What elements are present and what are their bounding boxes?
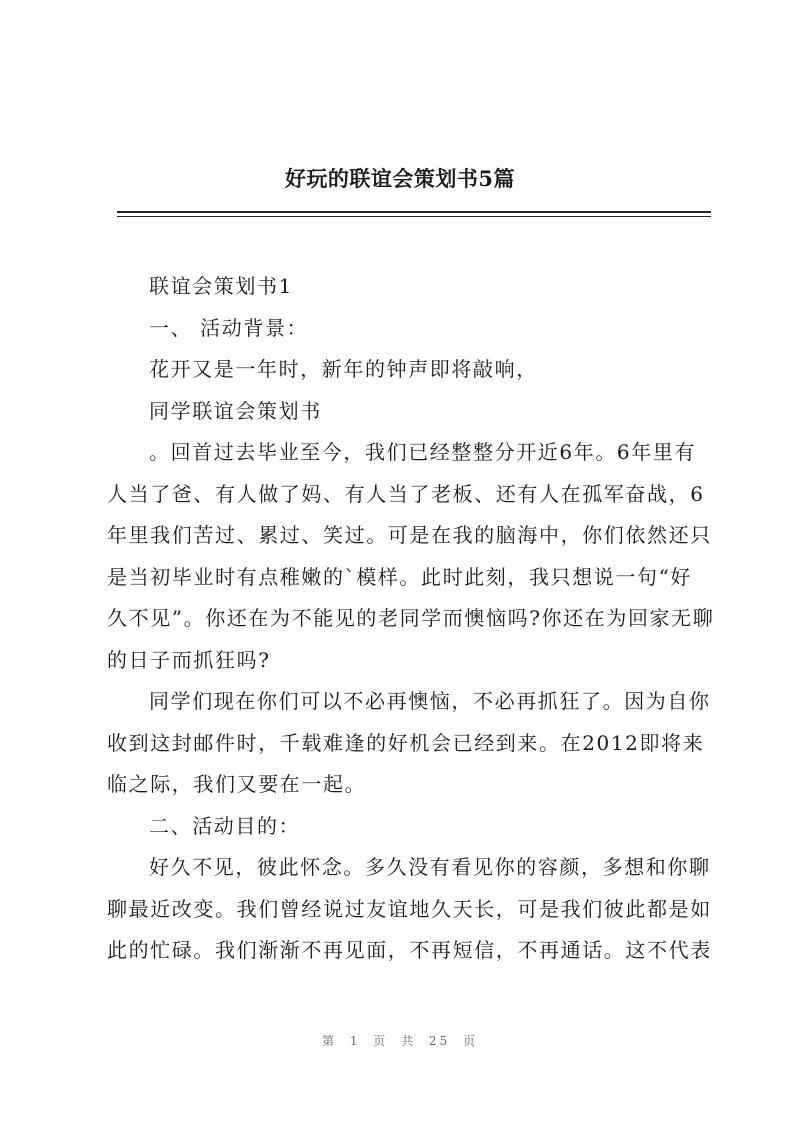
paragraph-line: 聊最近改变。我们曾经说过友谊地久天长，可是我们彼此都是如	[107, 896, 712, 921]
paragraph-line: 是当初毕业时有点稚嫩的`模样。此时此刻，我只想说一句“好	[107, 564, 693, 589]
page-footer: 第 1 页 共 25 页	[322, 1034, 478, 1048]
subsection-heading: 二、活动目的：	[149, 813, 301, 838]
title-divider-thin	[117, 216, 711, 217]
paragraph-line: 花开又是一年时，新年的钟声即将敲响，	[149, 357, 538, 381]
paragraph-line: 人当了爸、有人做了妈、有人当了老板、还有人在孤军奋战，6	[107, 481, 705, 506]
paragraph-line: 此的忙碌。我们渐渐不再见面，不再短信，不再通话。这不代表	[107, 938, 712, 962]
subsection-heading: 一、 活动背景：	[149, 315, 309, 340]
section-heading: 联谊会策划书1	[149, 274, 293, 298]
paragraph-line: 同学们现在你们可以不必再懊恼，不必再抓狂了。因为自你	[149, 689, 711, 713]
paragraph-line: 收到这封邮件时，千载难逢的好机会已经到来。在2012即将来	[107, 730, 705, 755]
paragraph-line: 久不见”。你还在为不能见的老同学而懊恼吗?你还在为回家无聊	[107, 606, 715, 630]
paragraph-line: 。回首过去毕业至今，我们已经整整分开近6年。6年里有	[149, 440, 697, 464]
paragraph-line: 好久不见，彼此怀念。多久没有看见你的容颜，多想和你聊	[149, 855, 711, 879]
paragraph-line: 同学联谊会策划书	[149, 398, 322, 423]
paragraph-line: 的日子而抓狂吗?	[107, 647, 271, 672]
title-divider	[117, 211, 711, 213]
paragraph-line: 年里我们苦过、累过、笑过。可是在我的脑海中，你们依然还只	[107, 523, 712, 547]
document-title: 好玩的联谊会策划书5篇	[284, 166, 516, 191]
paragraph-line: 临之际，我们又要在一起。	[107, 772, 367, 796]
document-body	[107, 266, 715, 972]
